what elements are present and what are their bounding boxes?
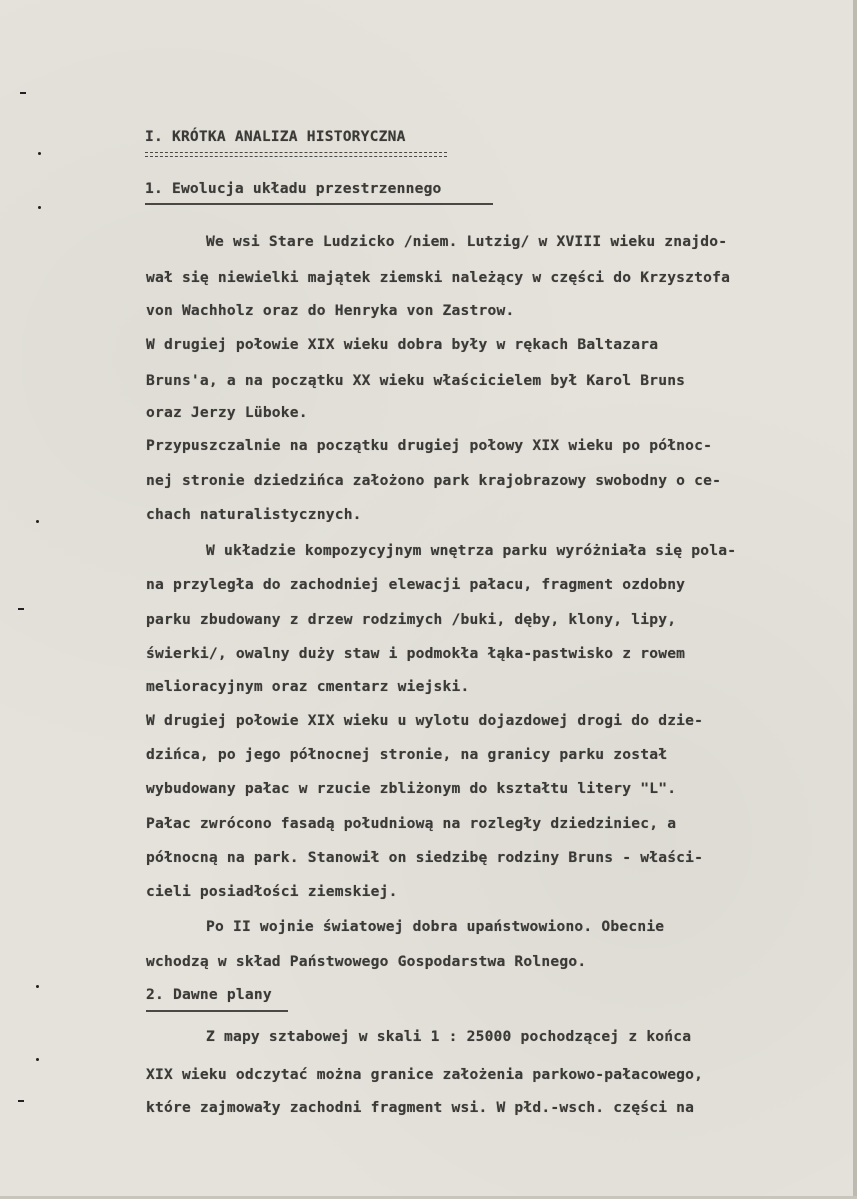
body-line: oraz Jerzy Lüboke. <box>146 404 308 421</box>
body-line: We wsi Stare Ludzicko /niem. Lutzig/ w XVIII wieku znajdo- <box>206 233 728 250</box>
margin-mark <box>18 1100 24 1102</box>
body-line: nej stronie dziedzińca założono park krajobrazowy swobodny o ce- <box>146 472 722 489</box>
body-line: W układzie kompozycyjnym wnętrza parku wyróżniała się pola- <box>206 542 737 559</box>
margin-mark <box>18 608 24 610</box>
margin-mark <box>36 520 39 523</box>
body-line: chach naturalistycznych. <box>146 506 362 523</box>
body-line: Pałac zwrócono fasadą południową na rozległy dziedziniec, a <box>146 815 677 832</box>
section-2-title: 2. Dawne plany <box>146 986 272 1003</box>
body-line: W drugiej połowie XIX wieku u wylotu dojazdowej drogi do dzie- <box>146 712 704 729</box>
body-line: na przyległa do zachodniej elewacji pałacu, fragment ozdobny <box>146 576 686 593</box>
page-edge-right <box>853 0 857 1199</box>
body-line: XIX wieku odczytać można granice założenia parkowo-pałacowego, <box>146 1066 704 1083</box>
body-line: W drugiej połowie XIX wieku dobra były w rękach Baltazara <box>146 336 659 353</box>
body-line: Po II wojnie światowej dobra upaństwowiono. Obecnie <box>206 918 665 935</box>
margin-mark <box>38 206 41 209</box>
margin-mark <box>36 985 39 988</box>
body-line: wybudowany pałac w rzucie zbliżonym do kształtu litery "L". <box>146 780 677 797</box>
body-line: dzińca, po jego północnej stronie, na granicy parku został <box>146 746 668 763</box>
body-line: cieli posiadłości ziemskiej. <box>146 883 398 900</box>
main-heading: I. KRÓTKA ANALIZA HISTORYCZNA <box>145 128 406 145</box>
section-2-underline <box>146 1010 288 1012</box>
margin-mark <box>38 152 41 155</box>
section-1-title: 1. Ewolucja układu przestrzennego <box>145 180 442 197</box>
body-line: Z mapy sztabowej w skali 1 : 25000 pochodzącej z końca <box>206 1028 692 1045</box>
body-line: melioracyjnym oraz cmentarz wiejski. <box>146 678 470 695</box>
margin-mark <box>36 1058 39 1061</box>
body-line: wchodzą w skład Państwowego Gospodarstwa Rolnego. <box>146 953 587 970</box>
body-line: świerki/, owalny duży staw i podmokła łąka-pastwisko z rowem <box>146 645 686 662</box>
body-line: które zajmowały zachodni fragment wsi. W płd.-wsch. części na <box>146 1099 695 1116</box>
body-line: wał się niewielki majątek ziemski należący w części do Krzysztofa <box>146 269 731 286</box>
main-heading-underline <box>145 152 447 157</box>
margin-mark <box>20 92 26 94</box>
body-line: Przypuszczalnie na początku drugiej połowy XIX wieku po północ- <box>146 437 713 454</box>
body-line: Bruns'a, a na początku XX wieku właścicielem był Karol Bruns <box>146 372 686 389</box>
body-line: północną na park. Stanowił on siedzibę rodziny Bruns - właści- <box>146 849 704 866</box>
body-line: parku zbudowany z drzew rodzimych /buki, dęby, klony, lipy, <box>146 611 677 628</box>
body-line: von Wachholz oraz do Henryka von Zastrow. <box>146 302 515 319</box>
section-1-underline <box>145 203 493 205</box>
